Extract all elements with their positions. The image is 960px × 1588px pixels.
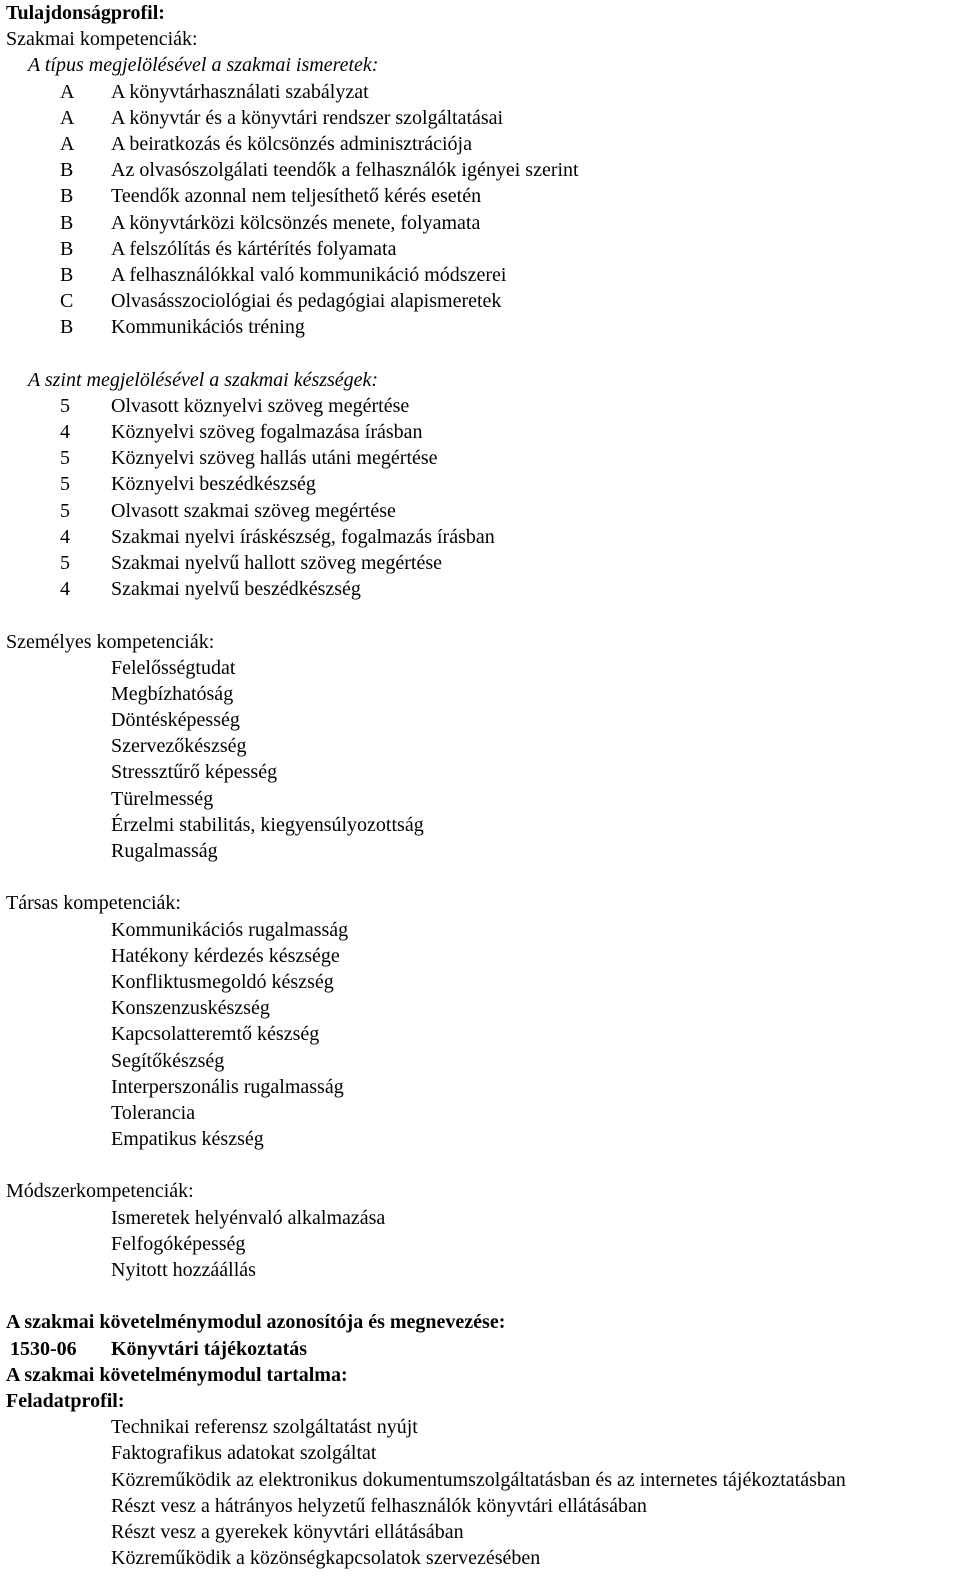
professional-competencies-heading: Szakmai kompetenciák:	[6, 28, 198, 51]
list-item: Részt vesz a hátrányos helyzetű felhasználók könyvtári ellátásában	[111, 1494, 647, 1517]
social-competencies-heading: Társas kompetenciák:	[6, 892, 181, 915]
module-identifier	[6, 1336, 960, 1362]
list-item: Stressztűrő képesség	[111, 761, 278, 784]
skill-text: Köznyelvi beszédkészség	[111, 473, 316, 496]
list-item: Felelősségtudat	[111, 656, 236, 679]
list-item: Megbízhatóság	[111, 682, 234, 705]
spacer	[6, 1283, 960, 1309]
social-competencies-list	[6, 917, 960, 1153]
knowledge-text: A felhasználókkal való kommunikáció módszerei	[111, 263, 507, 286]
knowledge-code: A	[60, 106, 75, 129]
skill-level: 5	[60, 394, 70, 417]
skill-text: Olvasott szakmai szöveg megértése	[111, 499, 396, 522]
knowledge-text: A felszólítás és kártérítés folyamata	[111, 237, 397, 260]
spacer	[6, 1152, 960, 1178]
skill-level: 5	[60, 447, 70, 470]
knowledge-code: B	[60, 185, 74, 208]
skill-level: 4	[60, 421, 70, 443]
skills-list	[6, 393, 960, 603]
skill-level: 4	[60, 525, 70, 548]
list-item: Technikai referensz szolgáltatást nyújt	[111, 1416, 418, 1439]
knowledge-text: Az olvasószolgálati teendők a felhasználók igényei szerint	[111, 159, 579, 182]
knowledge-text: A könyvtár és a könyvtári rendszer szolgáltatásai	[111, 106, 504, 129]
knowledge-text: Olvasásszociológiai és pedagógiai alapismeretek	[111, 290, 502, 313]
knowledge-text: A beiratkozás és kölcsönzés adminisztrációja	[111, 132, 472, 155]
knowledge-text: A könyvtárhasználati szabályzat	[111, 80, 369, 103]
skill-text: Köznyelvi szöveg fogalmazása írásban	[111, 421, 423, 443]
list-item	[6, 236, 960, 262]
knowledge-text: A könyvtárközi kölcsönzés menete, folyamata	[111, 211, 481, 234]
list-item	[6, 314, 960, 340]
list-item	[6, 131, 960, 157]
list-item: Nyitott hozzáállás	[111, 1259, 256, 1281]
spacer	[6, 340, 960, 366]
list-item: Érzelmi stabilitás, kiegyensúlyozottság	[111, 813, 424, 836]
list-item	[6, 183, 960, 209]
list-item: Interperszonális rugalmasság	[111, 1075, 344, 1098]
task-profile-list	[6, 1414, 960, 1571]
knowledge-code: B	[60, 263, 74, 286]
list-item	[6, 210, 960, 236]
section-title: Tulajdonságprofil:	[6, 2, 165, 24]
module-id: 1530-06	[10, 1337, 77, 1360]
list-item: Részt vesz a gyerekek könyvtári ellátásában	[111, 1520, 464, 1543]
list-item	[6, 445, 960, 471]
list-item: Közreműködik a közönségkapcsolatok szervezésében	[111, 1547, 541, 1570]
list-item: Rugalmasság	[111, 840, 218, 862]
knowledge-code: B	[60, 316, 74, 339]
skill-level: 5	[60, 551, 70, 574]
method-competencies-heading: Módszerkompetenciák:	[6, 1180, 194, 1203]
skill-text: Szakmai nyelvi íráskészség, fogalmazás írásban	[111, 525, 495, 548]
list-item	[6, 419, 960, 445]
list-item: Tolerancia	[111, 1101, 196, 1124]
list-item	[6, 498, 960, 524]
list-item: Szervezőkészség	[111, 735, 247, 758]
list-item: Kommunikációs rugalmasság	[111, 918, 349, 941]
list-item	[6, 79, 960, 105]
list-item: Segítőkészség	[111, 1049, 225, 1072]
knowledge-code: A	[60, 132, 75, 155]
skill-text: Köznyelvi szöveg hallás utáni megértése	[111, 447, 438, 470]
task-profile-heading: Feladatprofil:	[6, 1389, 125, 1412]
list-item: Közreműködik az elektronikus dokumentumszolgáltatásban és az internetes tájékoztatásban	[111, 1468, 846, 1491]
list-item	[6, 576, 960, 602]
spacer	[6, 602, 960, 628]
list-item: Döntésképesség	[111, 709, 240, 732]
skill-text: Olvasott köznyelvi szöveg megértése	[111, 394, 410, 417]
knowledge-code: C	[60, 290, 74, 313]
list-item: Ismeretek helyénvaló alkalmazása	[111, 1206, 386, 1229]
personal-competencies-heading: Személyes kompetenciák:	[6, 630, 215, 653]
list-item	[6, 393, 960, 419]
list-item: Faktografikus adatokat szolgáltat	[111, 1442, 377, 1465]
list-item	[6, 471, 960, 497]
list-item: Kapcsolatteremtő készség	[111, 1023, 320, 1046]
knowledge-code: B	[60, 159, 74, 182]
list-item: Hatékony kérdezés készsége	[111, 944, 340, 967]
list-item	[6, 524, 960, 550]
spacer	[6, 864, 960, 890]
list-item: Konszenzuskészség	[111, 997, 270, 1020]
personal-competencies-list	[6, 655, 960, 865]
knowledge-code: A	[60, 80, 75, 103]
skill-level: 5	[60, 499, 70, 522]
knowledge-code: B	[60, 211, 74, 234]
list-item: Empatikus készség	[111, 1128, 264, 1151]
knowledge-list	[6, 79, 960, 341]
list-item	[6, 262, 960, 288]
list-item: Konfliktusmegoldó készség	[111, 970, 334, 993]
knowledge-text: Teendők azonnal nem teljesíthető kérés esetén	[111, 185, 482, 208]
skill-text: Szakmai nyelvű hallott szöveg megértése	[111, 551, 443, 574]
skills-heading: A szint megjelölésével a szakmai készségek:	[28, 368, 379, 391]
skill-level: 4	[60, 578, 70, 601]
module-content-heading: A szakmai követelménymodul tartalma:	[6, 1363, 348, 1386]
knowledge-text: Kommunikációs tréning	[111, 316, 305, 339]
list-item: Felfogóképesség	[111, 1232, 246, 1255]
knowledge-code: B	[60, 237, 74, 260]
module-id-heading: A szakmai követelménymodul azonosítója és megnevezése:	[6, 1311, 506, 1334]
module-name: Könyvtári tájékoztatás	[111, 1337, 308, 1360]
list-item	[6, 288, 960, 314]
skill-level: 5	[60, 473, 70, 496]
list-item	[6, 157, 960, 183]
list-item: Türelmesség	[111, 787, 214, 810]
list-item	[6, 550, 960, 576]
list-item	[6, 105, 960, 131]
skill-text: Szakmai nyelvű beszédkészség	[111, 578, 361, 601]
method-competencies-list	[6, 1205, 960, 1284]
knowledge-heading: A típus megjelölésével a szakmai ismeretek:	[28, 54, 379, 77]
